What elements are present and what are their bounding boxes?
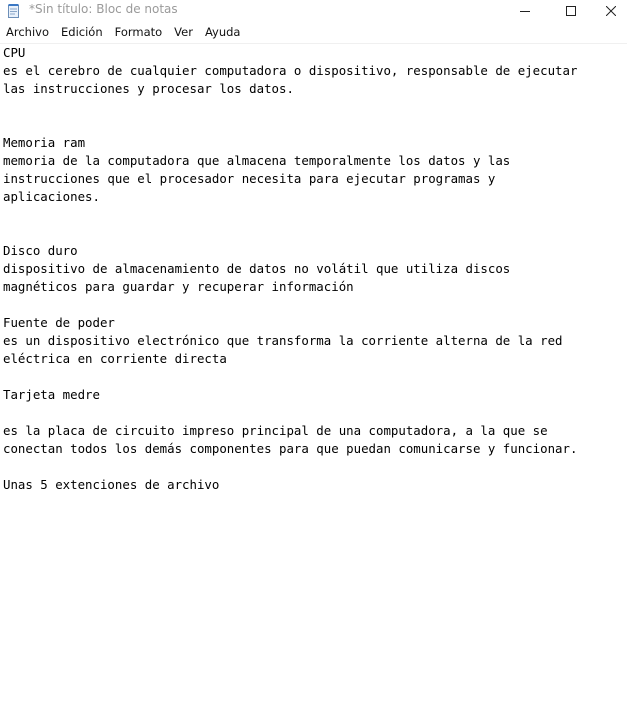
minimize-button[interactable] [502,0,548,22]
editor-line: es la placa de circuito impreso principal de una computadora, a la que se [3,423,548,438]
minimize-icon [520,6,530,16]
editor-line: es el cerebro de cualquier computadora o dispositivo, responsable de ejecutar [3,63,578,78]
menu-edicion[interactable]: Edición [61,25,103,39]
menu-archivo[interactable]: Archivo [6,25,49,39]
editor-line: Unas 5 extenciones de archivo [3,477,220,492]
title-bar[interactable] [0,0,627,22]
editor-line: instrucciones que el procesador necesita para ejecutar programas y [3,171,496,186]
editor-line [3,116,627,134]
maximize-button[interactable] [548,0,594,22]
editor-line: Tarjeta medre [3,387,100,402]
close-button[interactable] [594,0,627,22]
menu-ver[interactable]: Ver [174,25,193,39]
editor-line [3,206,627,224]
editor-line: memoria de la computadora que almacena temporalmente los datos y las [3,153,511,168]
window-title: *Sin título: Bloc de notas [29,2,178,16]
editor-line [3,458,627,476]
close-icon [606,6,616,16]
editor-line: dispositivo de almacenamiento de datos no volátil que utiliza discos [3,261,511,276]
editor-line [3,296,627,314]
editor-line: Memoria ram [3,135,86,150]
editor-line: Fuente de poder [3,315,115,330]
menu-ayuda[interactable]: Ayuda [204,25,241,39]
text-editor[interactable] [0,43,627,713]
editor-line [3,368,627,386]
menu-formato[interactable]: Formato [114,25,163,39]
editor-line: aplicaciones. [3,189,100,204]
editor-line: las instrucciones y procesar los datos. [3,81,294,96]
editor-line [3,224,627,242]
editor-line: Disco duro [3,243,78,258]
editor-line: conectan todos los demás componentes para que puedan comunicarse y funcionar. [3,441,578,456]
editor-line: CPU [3,45,26,60]
menu-bar [0,22,627,43]
editor-line [3,98,627,116]
notepad-icon [6,3,22,19]
editor-line [3,404,627,422]
editor-line: eléctrica en corriente directa [3,351,227,366]
editor-line: magnéticos para guardar y recuperar información [3,279,354,294]
editor-line: es un dispositivo electrónico que transforma la corriente alterna de la red [3,333,563,348]
maximize-icon [566,6,576,16]
editor-content[interactable] [0,44,627,494]
